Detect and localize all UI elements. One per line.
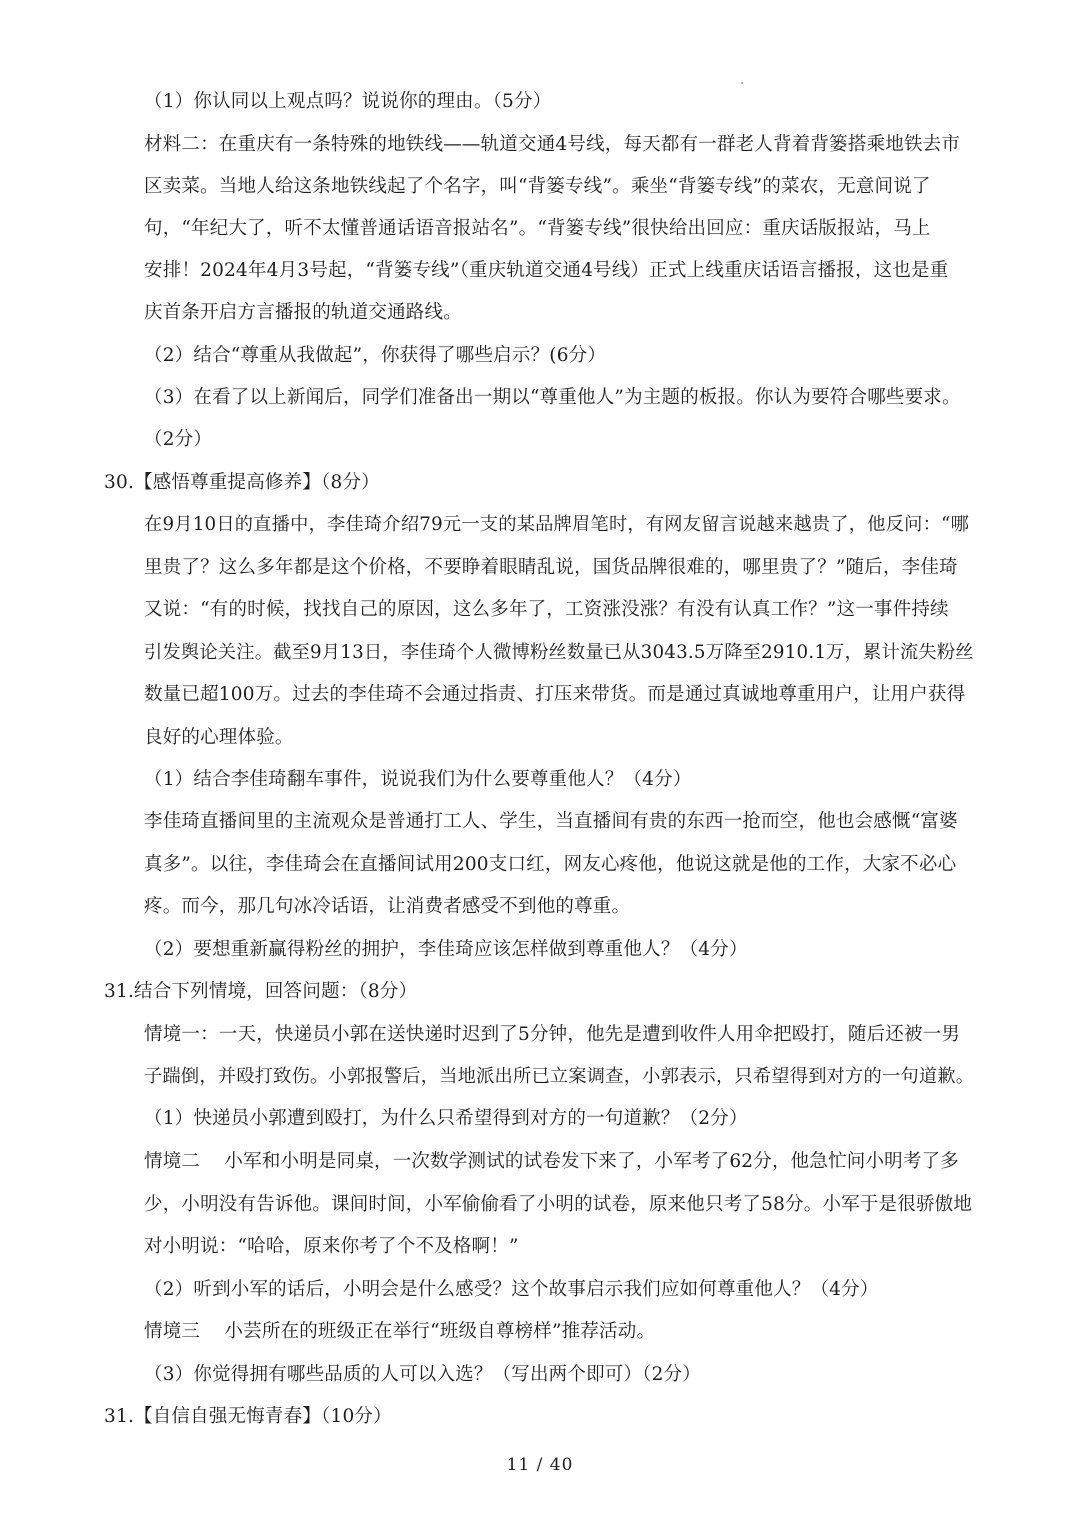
scenario-one-line-2: 子踹倒，并殴打致伤。小郭报警后，当地派出所已立案调查，小郭表示，只希望得到对方的一句道歉。 bbox=[144, 1066, 975, 1087]
scenario-two-line-3: 对小明说：“哈哈，原来你考了个不及格啊！” bbox=[144, 1236, 519, 1257]
question-31-sub-3: （3）你觉得拥有哪些品质的人可以入选？（写出两个即可）（2分） bbox=[144, 1364, 701, 1385]
question-30-heading: 30.【感悟尊重提高修养】（8分） bbox=[104, 472, 380, 493]
question-31-sub-2: （2）听到小军的话后，小明会是什么感受？这个故事启示我们应如何尊重他人？（4分） bbox=[144, 1279, 879, 1300]
material-two-line-4: 安排！2024年4月3号起，“背篓专线”（重庆轨道交通4号线）正式上线重庆话语言播报，这也是重 bbox=[144, 260, 949, 281]
q30-material2-line-2: 真多”。以往，李佳琦会在直播间试用200支口红，网友心疼他，他说这就是他的工作，大家不必心 bbox=[144, 854, 957, 875]
material-two-line-3: 句，“年纪大了，听不太懂普通话语音报站名”。“背篓专线”很快给出回应：重庆话版报站，马上 bbox=[144, 218, 931, 239]
scenario-one-line-1: 情境一：一天，快递员小郭在送快递时迟到了5分钟，他先是遭到收件人用伞把殴打，随后还被一男 bbox=[144, 1024, 961, 1045]
material-two-line-2: 区卖菜。当地人给这条地铁线起了个名字，叫“背篓专线”。乘坐“背篓专线”的菜农，无意间说了 bbox=[144, 176, 931, 197]
q30-material-line-2: 里贵了？这么多年都是这个价格，不要睁着眼睛乱说，国货品牌很难的，哪里贵了？”随后，李佳琦 bbox=[144, 557, 958, 578]
q30-material2-line-3: 疼。而今，那几句冰冷话语，让消费者感受不到他的尊重。 bbox=[144, 896, 631, 917]
question-31b-heading: 31.【自信自强无悔青春】（10分） bbox=[104, 1406, 392, 1427]
question-29-sub-2: （2）结合“尊重从我做起”，你获得了哪些启示？(6分） bbox=[144, 345, 607, 366]
scenario-three-line-1: 情境三 小芸所在的班级正在举行“班级自尊榜样”推荐活动。 bbox=[144, 1321, 656, 1342]
scenario-two-line-1: 情境二 小军和小明是同桌，一次数学测试的试卷发下来了，小军考了62分，他急忙问小明考了多 bbox=[144, 1151, 959, 1172]
question-31-heading: 31.结合下列情境，回答问题：（8分） bbox=[104, 981, 418, 1002]
scenario-two-line-2: 少，小明没有告诉他。课间时间，小军偷偷看了小明的试卷，原来他只考了58分。小军于是很骄傲地 bbox=[144, 1194, 973, 1215]
scan-speck bbox=[741, 82, 743, 84]
q30-material2-line-1: 李佳琦直播间里的主流观众是普通打工人、学生，当直播间有贵的东西一抢而空，他也会感慨“富婆 bbox=[144, 811, 958, 832]
question-29-sub-3-score: （2分） bbox=[144, 429, 213, 450]
page-number: 11 / 40 bbox=[506, 1455, 574, 1475]
question-29-sub-1: （1）你认同以上观点吗？说说你的理由。（5分） bbox=[144, 91, 552, 112]
q30-material-line-5: 数量已超100万。过去的李佳琦不会通过指责、打压来带货。而是通过真诚地尊重用户，让用户获得 bbox=[144, 684, 966, 705]
q30-material-line-3: 又说：“有的时候，找找自己的原因，这么多年了，工资涨没涨？有没有认真工作？”这一事件持续 bbox=[144, 599, 949, 620]
q30-material-line-4: 引发舆论关注。截至9月13日，李佳琦个人微博粉丝数量已从3043.5万降至2910.1万，累计流失粉丝 bbox=[144, 642, 974, 663]
question-31-sub-1: （1）快递员小郭遭到殴打，为什么只希望得到对方的一句道歉？（2分） bbox=[144, 1108, 748, 1129]
question-30-sub-2: （2）要想重新赢得粉丝的拥护，李佳琦应该怎样做到尊重他人？（4分） bbox=[144, 939, 748, 960]
q30-material-line-6: 良好的心理体验。 bbox=[144, 727, 294, 748]
question-30-sub-1: （1）结合李佳琦翻车事件，说说我们为什么要尊重他人？（4分） bbox=[144, 769, 692, 790]
material-two-line-5: 庆首条开启方言播报的轨道交通路线。 bbox=[144, 302, 462, 323]
question-29-sub-3: （3）在看了以上新闻后，同学们准备出一期以“尊重他人”为主题的板报。你认为要符合哪些要求。 bbox=[144, 387, 961, 408]
q30-material-line-1: 在9月10日的直播中，李佳琦介绍79元一支的某品牌眉笔时，有网友留言说越来越贵了，他反问：“哪 bbox=[144, 514, 970, 535]
material-two-line-1: 材料二：在重庆有一条特殊的地铁线——轨道交通4号线，每天都有一群老人背着背篓搭乘地铁去市 bbox=[144, 134, 961, 155]
